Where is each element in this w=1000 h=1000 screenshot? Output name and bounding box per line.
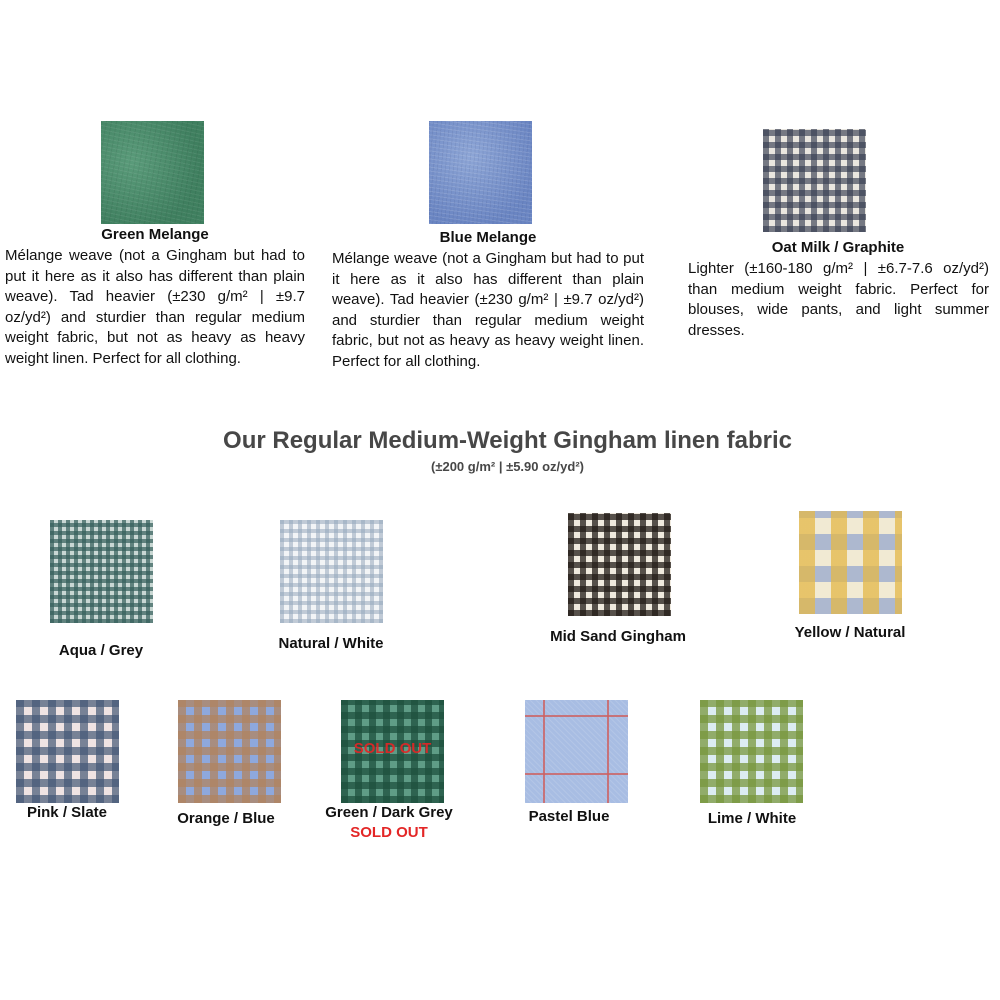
swatch-oat-milk-graphite <box>763 129 866 232</box>
fabric-name-pink-slate: Pink / Slate <box>26 804 108 821</box>
fabric-name-blue-melange: Blue Melange <box>439 229 537 246</box>
fabric-name-lime-white: Lime / White <box>707 810 797 827</box>
fabric-name-green-dark-grey: Green / Dark Grey <box>325 804 453 821</box>
fabric-name-mid-sand-gingham: Mid Sand Gingham <box>550 628 686 645</box>
fabric-name-pastel-blue: Pastel Blue <box>528 808 610 825</box>
fabric-description-green-melange: Mélange weave (not a Gingham but had to put it here as it also has different than plain weave). Tad heavier (±230 g/m² | ±9.7 oz/yd²) and sturdier than regular medium weight fabric, but not as heavy as heavy weight linen. Perfect for all clothing. <box>5 247 305 367</box>
section-title: Our Regular Medium-Weight Gingham linen fabric <box>223 427 792 454</box>
swatch-lime-white <box>700 700 803 803</box>
swatch-green-melange <box>101 121 204 224</box>
swatch-pink-slate <box>16 700 119 803</box>
fabric-name-green-melange: Green Melange <box>101 226 209 243</box>
swatch-green-dark-grey <box>341 700 444 803</box>
fabric-name-aqua-grey: Aqua / Grey <box>58 642 144 659</box>
fabric-name-oat-milk-graphite: Oat Milk / Graphite <box>771 239 905 256</box>
fabric-name-orange-blue: Orange / Blue <box>177 810 275 827</box>
swatch-orange-blue <box>178 700 281 803</box>
fabric-description-blue-melange: Mélange weave (not a Gingham but had to put it here as it also has different than plain weave). Tad heavier (±230 g/m² | ±9.7 oz/yd²) and sturdier than regular medium weight fabric, but not as heavy as heavy weight linen. Perfect for all clothing. <box>332 250 644 370</box>
swatch-aqua-grey <box>50 520 153 623</box>
swatch-yellow-natural <box>799 511 902 614</box>
swatch-pastel-blue <box>525 700 628 803</box>
fabric-name-natural-white: Natural / White <box>278 635 384 652</box>
swatch-blue-melange <box>429 121 532 224</box>
sold-out-overlay: SOLD OUT <box>353 740 432 757</box>
swatch-natural-white <box>280 520 383 623</box>
fabric-description-oat-milk-graphite: Lighter (±160-180 g/m² | ±6.7-7.6 oz/yd²) than medium weight fabric. Perfect for blouses, wide pants, and light summer dresses. <box>688 260 989 339</box>
sold-out-label: SOLD OUT <box>350 824 428 841</box>
swatch-mid-sand-gingham <box>568 513 671 616</box>
fabric-name-yellow-natural: Yellow / Natural <box>794 624 906 641</box>
section-subtitle: (±200 g/m² | ±5.90 oz/yd²) <box>431 459 584 474</box>
